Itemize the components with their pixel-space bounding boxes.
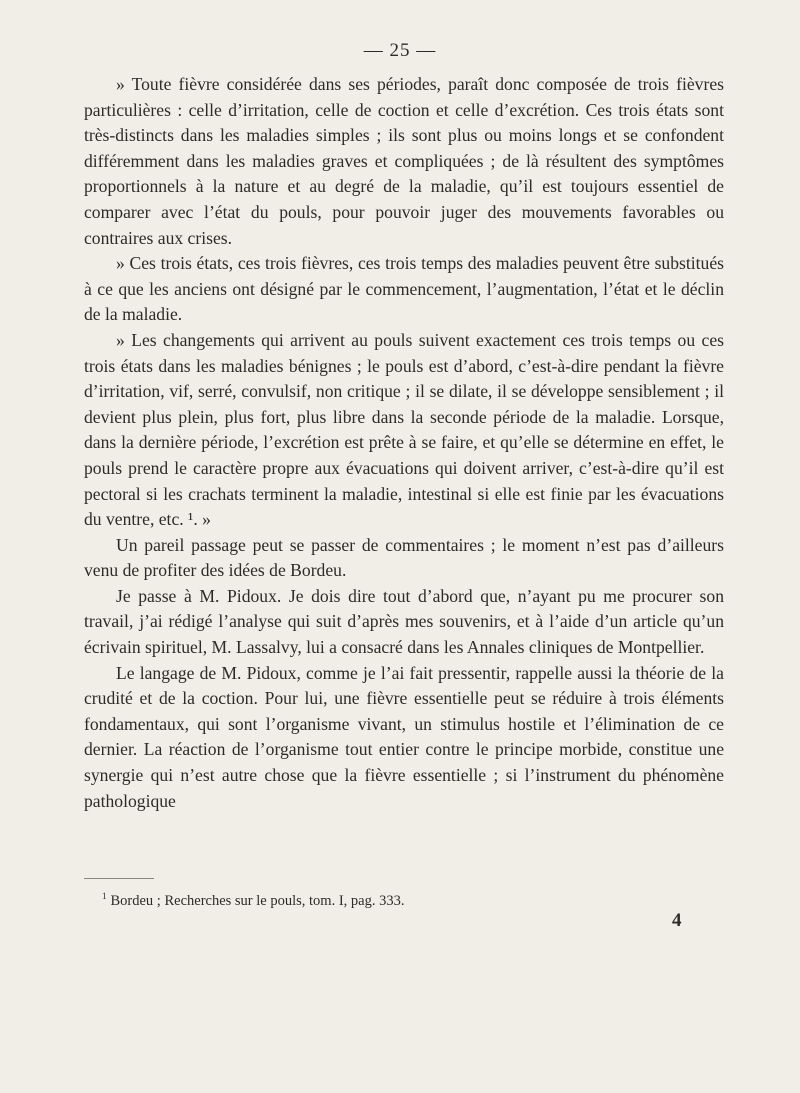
footnote-marker: 1 bbox=[102, 891, 107, 901]
paragraph: Le langage de M. Pidoux, comme je l’ai fait pressentir, rappelle aussi la théorie de la crudité et de la coction. Pour lui, une fièvre essentielle peut se réduire à trois éléments fondamentaux, qui sont l’organisme vivant, un stimulus hostile et l’élimination de ce dernier. La réaction de l’organisme tout entier contre le principe morbide, constitue une synergie qui n’est autre chose que la fièvre essentielle ; si l’instrument du phénomène pathologique bbox=[84, 662, 724, 811]
signature-mark: 4 bbox=[672, 910, 682, 931]
footnote bbox=[102, 887, 702, 910]
paragraph: » Toute fièvre considérée dans ses périodes, paraît donc composée de trois fièvres particulières : celle d’irritation, celle de coction et celle d’excrétion. Ces trois états sont très-distincts dans les maladies simples ; ils sont plus ou moins longs et se confondent différemment dans les maladies graves et compliquées ; de là résultent des symptômes proportionnels à la nature et au degré de la maladie, qu’il est toujours essentiel de comparer avec l’état du pouls, pour pouvoir juger des mouvements favorables ou contraires aux crises. bbox=[84, 74, 724, 248]
body-text bbox=[84, 72, 724, 814]
paragraph: » Ces trois états, ces trois fièvres, ces trois temps des maladies peuvent être substitués à ce que les anciens ont désigné par le commencement, l’augmentation, l’état et le déclin de la maladie. bbox=[84, 253, 724, 325]
footnote-text: Bordeu ; Recherches sur le pouls, tom. I, pag. 333. bbox=[110, 892, 405, 909]
footnote-separator bbox=[84, 878, 154, 879]
page-number: — 25 — bbox=[363, 40, 437, 61]
paragraph: Un pareil passage peut se passer de commentaires ; le moment n’est pas d’ailleurs venu de profiter des idées de Bordeu. bbox=[84, 534, 724, 581]
paragraph: » Les changements qui arrivent au pouls suivent exactement ces trois temps ou ces trois états dans les maladies bénignes ; le pouls est d’abord, c’est-à-dire pendant la fièvre d’irritation, vif, serré, convulsif, non critique ; il se dilate, il se développe sensiblement ; il devient plus plein, plus fort, plus libre dans la seconde période de la maladie. Lorsque, dans la dernière période, l’excrétion est prête à se faire, et qu’elle se détermine en effet, le pouls prend le caractère propre aux évacuations qui doivent arriver, c’est-à-dire qu’il est pectoral si les crachats terminent la maladie, intestinal si elle est finie par les évacuations du ventre, etc. ¹. » bbox=[84, 329, 724, 530]
paragraph: Je passe à M. Pidoux. Je dois dire tout d’abord que, n’ayant pu me procurer son travail, j’ai rédigé l’analyse qui suit d’après mes souvenirs, et à l’aide d’un article qu’un écrivain spirituel, M. Lassalvy, lui a consacré dans les Annales cliniques de Montpellier. bbox=[84, 585, 724, 658]
